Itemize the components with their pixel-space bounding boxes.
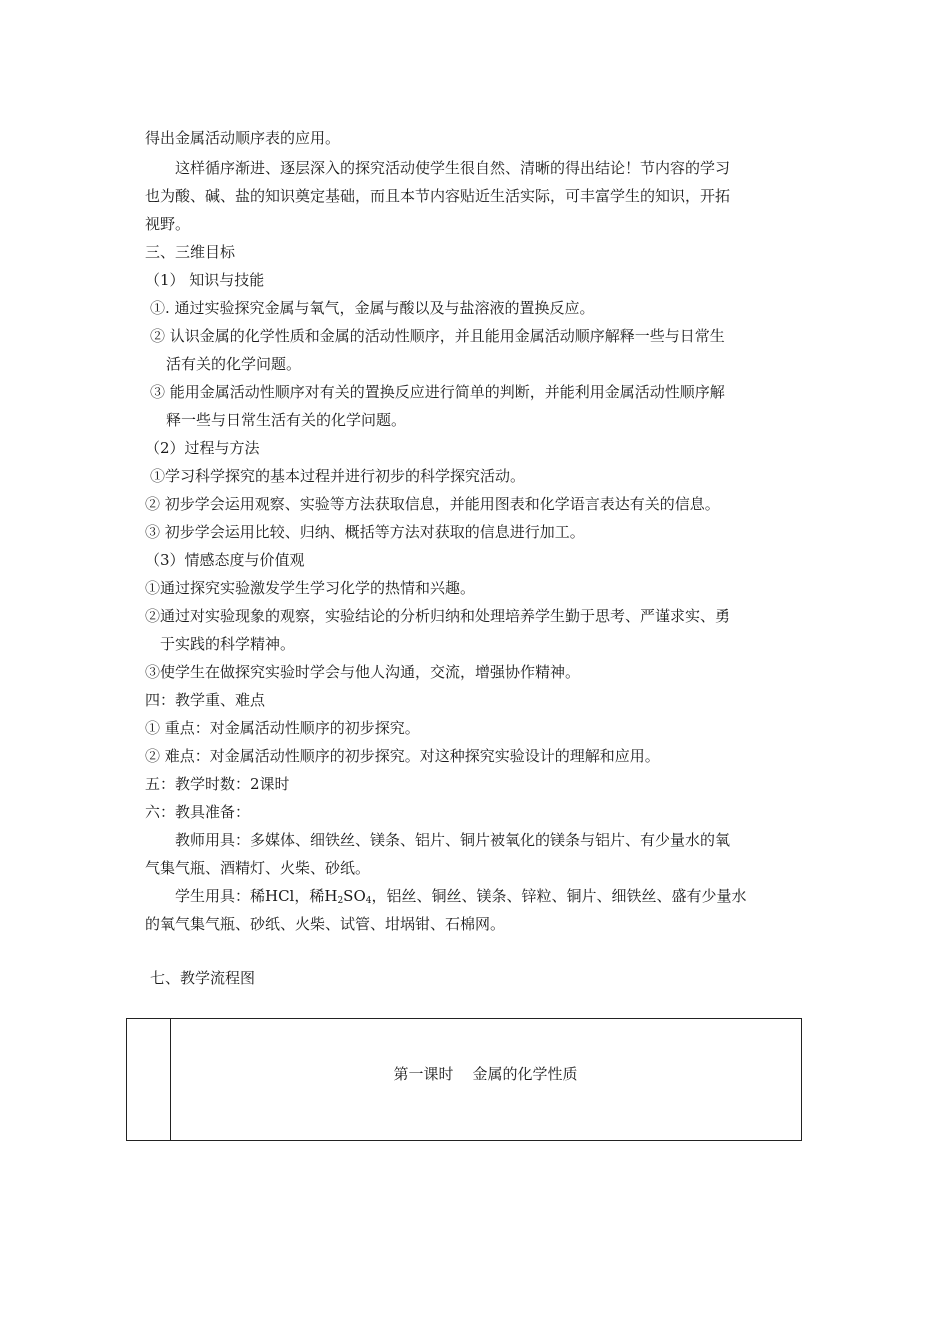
subsection-heading: （3）情感态度与价值观 bbox=[145, 551, 305, 569]
paragraph-line: 的氧气集气瓶、砂纸、火柴、试管、坩埚钳、石棉网。 bbox=[145, 915, 506, 933]
list-item: ①通过探究实验激发学生学习化学的热情和兴趣。 bbox=[145, 579, 476, 597]
paragraph-line: 这样循序渐进、逐层深入的探究活动使学生很自然、清晰的得出结论！节内容的学习 bbox=[175, 159, 731, 177]
paragraph-line: 得出金属活动顺序表的应用。 bbox=[145, 129, 341, 147]
student-tools-text: ，铝丝、铜丝、镁条、锌粒、铜片、细铁丝、盛有少量水 bbox=[371, 887, 747, 905]
list-item-continuation: 于实践的科学精神。 bbox=[160, 635, 296, 653]
section-heading: 三、三维目标 bbox=[145, 243, 236, 261]
paragraph-line: 气集气瓶、酒精灯、火柴、砂纸。 bbox=[145, 859, 371, 877]
section-heading: 七、教学流程图 bbox=[150, 969, 256, 987]
list-item: ② 难点：对金属活动性顺序的初步探究。对这种探究实验设计的理解和应用。 bbox=[145, 747, 660, 765]
paragraph-line bbox=[175, 886, 747, 911]
subsection-heading: （1） 知识与技能 bbox=[145, 271, 265, 289]
subscript: 4 bbox=[365, 896, 372, 906]
section-heading: 五：教学时数：2课时 bbox=[145, 775, 290, 793]
flow-chart-table bbox=[126, 1018, 802, 1141]
list-item: ②通过对实验现象的观察，实验结论的分析归纳和处理培养学生勤于思考、严谨求实、勇 bbox=[145, 607, 731, 625]
list-item: ③使学生在做探究实验时学会与他人沟通，交流，增强协作精神。 bbox=[145, 663, 581, 681]
paragraph-line: 教师用具：多媒体、细铁丝、镁条、铝片、铜片被氧化的镁条与铝片、有少量水的氧 bbox=[175, 831, 731, 849]
flow-table-title: 第一课时 金属的化学性质 bbox=[393, 1065, 578, 1083]
paragraph-line: 也为酸、碱、盐的知识奠定基础，而且本节内容贴近生活实际，可丰富学生的知识，开拓 bbox=[145, 187, 731, 205]
subsection-heading: （2）过程与方法 bbox=[145, 439, 260, 457]
list-item: ② 认识金属的化学性质和金属的活动性顺序，并且能用金属活动顺序解释一些与日常生 bbox=[150, 327, 725, 345]
list-item-continuation: 活有关的化学问题。 bbox=[166, 355, 302, 373]
student-tools-text: 学生用具：稀HCl，稀H bbox=[175, 887, 338, 905]
paragraph-line: 视野。 bbox=[145, 215, 191, 233]
section-heading: 四：教学重、难点 bbox=[145, 691, 266, 709]
list-item: ①学习科学探究的基本过程并进行初步的科学探究活动。 bbox=[150, 467, 526, 485]
list-item: ③ 能用金属活动性顺序对有关的置换反应进行简单的判断，并能利用金属活动性顺序解 bbox=[150, 383, 725, 401]
student-tools-text: SO bbox=[343, 887, 366, 905]
list-item-continuation: 释一些与日常生活有关的化学问题。 bbox=[166, 411, 407, 429]
list-item: ①. 通过实验探究金属与氧气，金属与酸以及与盐溶液的置换反应。 bbox=[150, 299, 595, 317]
subscript: 2 bbox=[337, 896, 344, 906]
list-item: ① 重点：对金属活动性顺序的初步探究。 bbox=[145, 719, 420, 737]
flow-table-left-cell bbox=[127, 1019, 171, 1140]
list-item: ③ 初步学会运用比较、归纳、概括等方法对获取的信息进行加工。 bbox=[145, 523, 585, 541]
list-item: ② 初步学会运用观察、实验等方法获取信息，并能用图表和化学语言表达有关的信息。 bbox=[145, 495, 720, 513]
section-heading: 六：教具准备： bbox=[145, 803, 251, 821]
